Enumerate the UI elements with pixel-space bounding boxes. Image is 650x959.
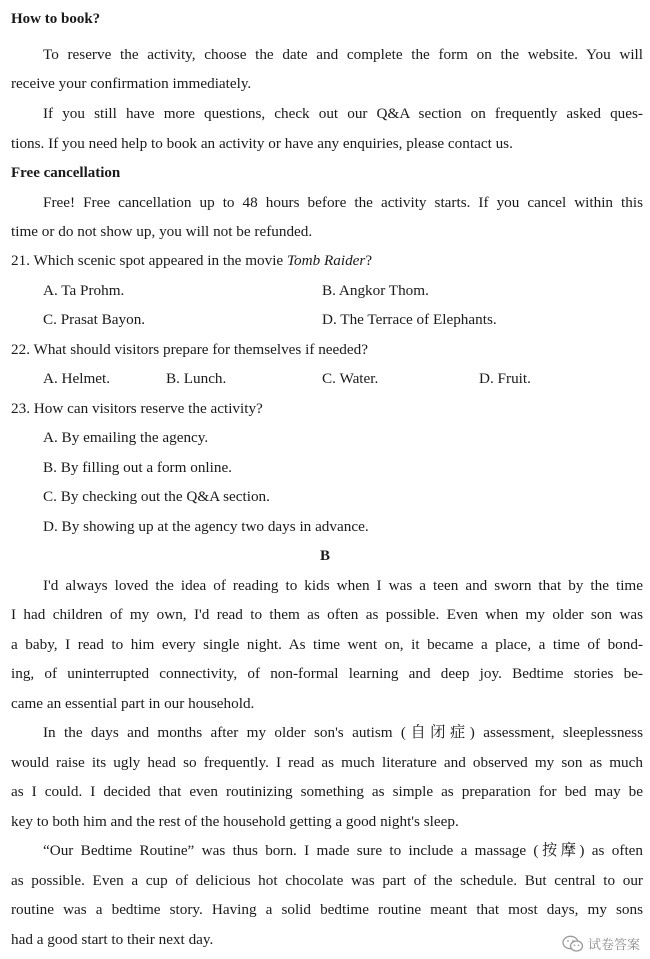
question-21-stem-text: 21. Which scenic spot appeared in the movie: [11, 252, 287, 269]
section-b-p1-line2: I had children of my own, I'd read to them as often as possible. Even when my older son was: [11, 606, 643, 623]
free-cancellation-line1: Free! Free cancellation up to 48 hours before the activity starts. If you cancel within this: [43, 194, 643, 211]
question-21-option-b: B. Angkor Thom.: [322, 282, 429, 299]
movie-title: Tomb Raider: [286, 252, 366, 269]
question-22-option-b: B. Lunch.: [166, 370, 227, 387]
section-b-p2-line3: as I could. I decided that even routinizing something as simple as preparation for bed may be: [11, 783, 643, 800]
question-21-stem: [11, 251, 372, 271]
watermark-text: 试卷答案: [587, 938, 640, 953]
how-to-book-p2-line2: tions. If you need help to book an activity or have any enquiries, please contact us.: [11, 135, 513, 152]
question-21-option-c: C. Prasat Bayon.: [43, 311, 146, 328]
free-cancellation-line2: time or do not show up, you will not be refunded.: [11, 223, 313, 240]
section-b-p1-line1: I'd always loved the idea of reading to kids when I was a teen and sworn that by the time: [43, 577, 643, 594]
question-23-option-a: A. By emailing the agency.: [43, 429, 209, 446]
section-b-p2-line2: would raise its ugly head so frequently. I read as much literature and observed my son as much: [11, 754, 643, 771]
how-to-book-heading: How to book?: [11, 11, 101, 27]
section-b-p2-line1: In the days and months after my older son's autism (自闭症) assessment, sleeplessness: [43, 724, 643, 741]
watermark: [562, 934, 640, 953]
question-21-stem-mark: ?: [365, 252, 373, 269]
section-b-label: B: [319, 548, 330, 564]
question-21-option-d: D. The Terrace of Elephants.: [322, 311, 497, 328]
section-b-p2-line4: key to both him and the rest of the household getting a good night's sleep.: [11, 813, 459, 830]
section-b-p3-line2: as possible. Even a cup of delicious hot chocolate was part of the schedule. But central to our: [11, 872, 643, 889]
how-to-book-p1-line2: receive your confirmation immediately.: [11, 75, 252, 92]
wechat-icon: [562, 935, 584, 953]
question-22-stem: 22. What should visitors prepare for themselves if needed?: [11, 341, 368, 358]
section-b-p1-line5: came an essential part in our household.: [11, 695, 255, 712]
section-b-p1-line3: a baby, I read to him every single night. As time went on, it became a place, a time of bond-: [11, 636, 643, 653]
question-23-option-c: C. By checking out the Q&A section.: [43, 488, 270, 505]
question-21-option-a: A. Ta Prohm.: [43, 282, 125, 299]
free-cancellation-heading: Free cancellation: [11, 165, 121, 181]
question-22-option-d: D. Fruit.: [479, 370, 531, 387]
how-to-book-p1-line1: To reserve the activity, choose the date and complete the form on the website. You will: [43, 46, 643, 63]
how-to-book-p2-line1: If you still have more questions, check out our Q&A section on frequently asked ques-: [43, 105, 643, 122]
section-b-p1-line4: ing, of uninterrupted connectivity, of non-formal learning and deep joy. Bedtime stories be-: [11, 665, 643, 682]
question-22-option-a: A. Helmet.: [43, 370, 111, 387]
question-23-stem: 23. How can visitors reserve the activity?: [11, 400, 263, 417]
question-23-option-b: B. By filling out a form online.: [43, 459, 232, 476]
question-23-option-d: D. By showing up at the agency two days in advance.: [43, 518, 369, 535]
question-22-option-c: C. Water.: [322, 370, 379, 387]
section-b-p3-line3: routine was a bedtime story. Having a solid bedtime routine meant that most days, my sons: [11, 901, 643, 918]
section-b-p3-line4: had a good start to their next day.: [11, 931, 214, 948]
section-b-p3-line1: “Our Bedtime Routine” was thus born. I made sure to include a massage (按摩) as often: [43, 842, 643, 859]
